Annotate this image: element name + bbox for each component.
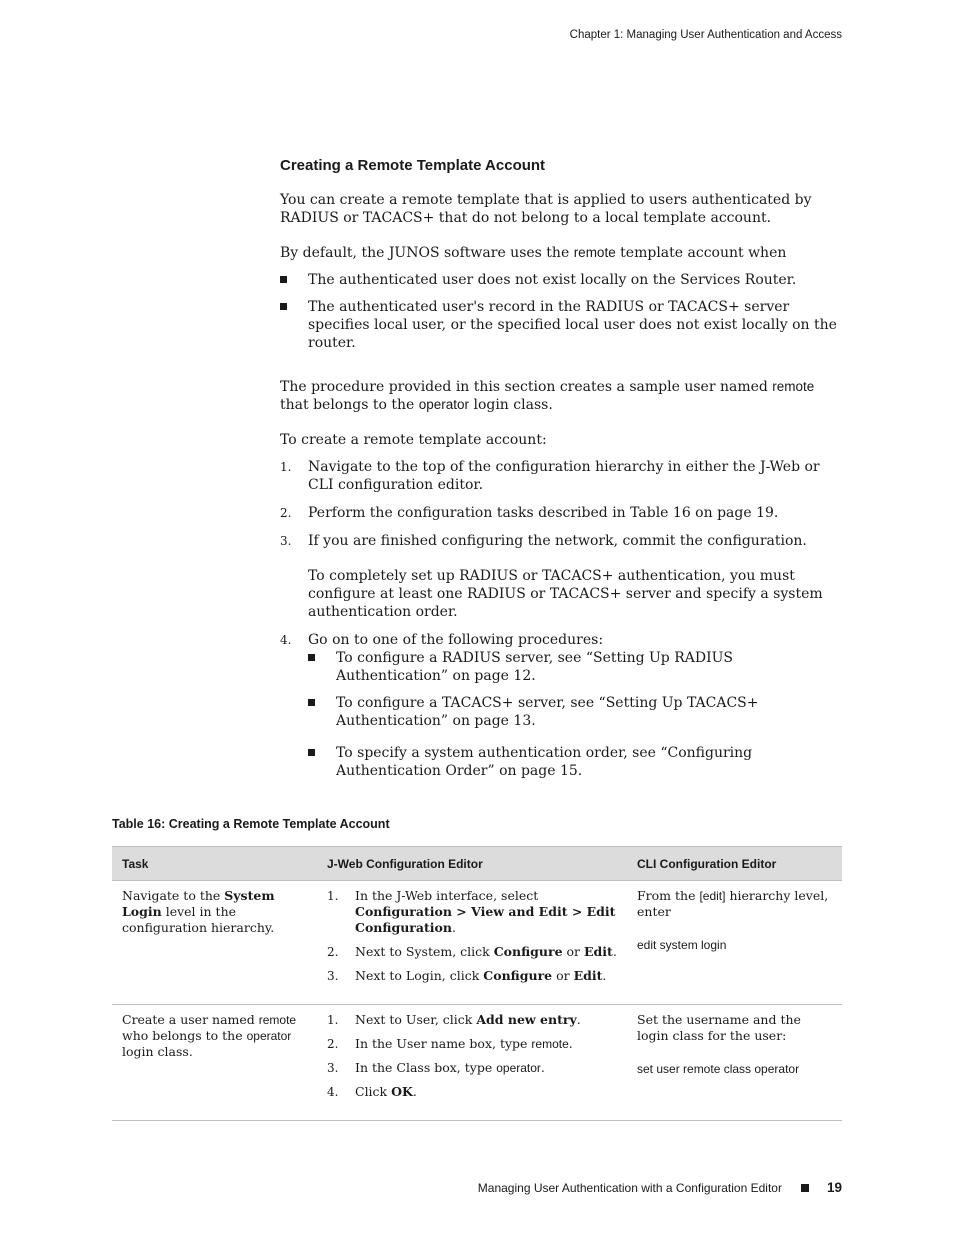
step-text-end: . xyxy=(602,968,607,983)
operator-keyword: operator xyxy=(496,1061,541,1075)
cli-text: From the xyxy=(637,888,700,903)
step-number: 3. xyxy=(327,1061,339,1075)
task-cell xyxy=(112,1005,317,1121)
table-step xyxy=(327,1060,617,1076)
task-text: level in the configuration hierarchy. xyxy=(122,904,275,935)
section-title: Creating a Remote Template Account xyxy=(280,157,546,174)
table-row xyxy=(112,881,842,1005)
step-item xyxy=(280,458,842,494)
cli-cell xyxy=(627,1005,842,1121)
step-text-plain: In the Class box, type xyxy=(355,1060,497,1075)
operator-keyword: operator xyxy=(418,397,470,412)
remote-keyword: remote xyxy=(573,245,616,260)
step-text xyxy=(355,1084,617,1100)
table-step xyxy=(327,1084,617,1100)
step-number: 2. xyxy=(327,945,339,959)
step-note: To completely set up RADIUS or TACACS+ authentication, you must configure at least one RADIUS or TACACS+ server and specify a system authentication order. xyxy=(308,568,823,620)
step-text-plain: Click xyxy=(355,1084,392,1099)
table-step xyxy=(327,968,617,984)
list-item-text: To configure a TACACS+ server, see “Setting Up TACACS+ Authentication” on page 13. xyxy=(336,695,759,729)
step-text xyxy=(355,944,617,960)
task-text: who belongs to the xyxy=(122,1028,247,1043)
step-item xyxy=(280,532,842,621)
step-number: 3. xyxy=(327,969,339,983)
procedure-links-list xyxy=(308,649,842,780)
step-number: 3. xyxy=(280,534,292,548)
remote-keyword: remote xyxy=(258,1013,297,1027)
header-task: Task xyxy=(112,847,317,881)
step-item xyxy=(280,504,842,522)
step-text xyxy=(355,1012,617,1028)
add-new-entry-label: Add new entry xyxy=(476,1012,577,1027)
main-content xyxy=(280,157,842,790)
step-number: 1. xyxy=(280,460,292,474)
step-text-end: . xyxy=(412,1084,417,1099)
page-number: 19 xyxy=(826,1180,842,1195)
configure-label: Configure xyxy=(483,968,553,983)
table-caption: Table 16: Creating a Remote Template Account xyxy=(112,817,390,831)
edit-keyword: [edit] xyxy=(699,889,726,903)
task-text: Navigate to the xyxy=(122,888,225,903)
step-text xyxy=(355,1036,617,1052)
square-separator-icon xyxy=(801,1184,809,1192)
remote-keyword: remote xyxy=(772,379,815,394)
step-number: 1. xyxy=(327,889,339,903)
menu-path: Configuration > View and Edit > Edit Configuration xyxy=(355,904,616,935)
step-text: If you are finished configuring the network, commit the configuration. xyxy=(308,533,807,549)
condition-list xyxy=(280,271,842,352)
ok-label: OK xyxy=(391,1084,413,1099)
list-item xyxy=(308,649,842,685)
header-cli: CLI Configuration Editor xyxy=(627,847,842,881)
step-text xyxy=(355,1060,617,1076)
task-bold: System Login xyxy=(122,888,275,919)
list-item-text: The authenticated user's record in the RADIUS or TACACS+ server specifies local user, or the specified local user does not exist locally on the router. xyxy=(308,299,837,351)
table-header-row xyxy=(112,847,842,881)
step-text-plain: In the J-Web interface, select xyxy=(355,888,539,903)
procedure-text-prefix: The procedure provided in this section creates a sample user named xyxy=(280,379,773,395)
square-bullet-icon xyxy=(308,699,315,706)
cli-instruction xyxy=(637,888,832,920)
task-cell xyxy=(112,881,317,1005)
table-row xyxy=(112,1005,842,1121)
cli-command: set user remote class operator xyxy=(637,1062,800,1076)
task-text: Create a user named xyxy=(122,1012,259,1027)
step-text-plain: In the User name box, type xyxy=(355,1036,532,1051)
list-item-text: To configure a RADIUS server, see “Setting Up RADIUS Authentication” on page 12. xyxy=(336,650,734,684)
cli-cell xyxy=(627,881,842,1005)
table-step xyxy=(327,1012,617,1028)
step-text-plain: Next to User, click xyxy=(355,1012,477,1027)
step-text-end: . xyxy=(576,1012,581,1027)
footer-title: Managing User Authentication with a Configuration Editor xyxy=(477,1180,782,1195)
config-table xyxy=(112,846,842,1121)
intro-paragraph: You can create a remote template that is applied to users authenticated by RADIUS or TACACS+ that do not belong to a local template account. xyxy=(280,192,812,226)
step-text-plain: Next to Login, click xyxy=(355,968,484,983)
default-text-prefix: By default, the JUNOS software uses the xyxy=(280,245,574,261)
step-text-end: . xyxy=(568,1036,573,1051)
step-number: 4. xyxy=(280,633,292,647)
operator-keyword: operator xyxy=(246,1029,292,1043)
list-item xyxy=(280,298,842,352)
step-text: Navigate to the top of the configuration hierarchy in either the J-Web or CLI configuration editor. xyxy=(308,459,820,493)
step-text-plain: Next to System, click xyxy=(355,944,494,959)
procedure-text-middle: that belongs to the xyxy=(280,397,419,413)
table-step xyxy=(327,944,617,960)
list-item-text: To specify a system authentication order, see “Configuring Authentication Order” on page 15. xyxy=(336,745,753,779)
table-step xyxy=(327,888,617,936)
jweb-cell xyxy=(317,881,627,1005)
cli-command: edit system login xyxy=(637,938,727,952)
square-bullet-icon xyxy=(308,749,315,756)
procedure-text-suffix: login class. xyxy=(469,397,553,413)
jweb-cell xyxy=(317,1005,627,1121)
step-text-end: . xyxy=(612,944,617,959)
step-number: 4. xyxy=(327,1085,339,1099)
step-text-end: . xyxy=(540,1060,545,1075)
square-bullet-icon xyxy=(308,654,315,661)
header-jweb: J-Web Configuration Editor xyxy=(317,847,627,881)
list-item xyxy=(308,744,842,780)
remote-keyword: remote xyxy=(531,1037,569,1051)
step-text-end: . xyxy=(451,920,456,935)
task-text: login class. xyxy=(122,1044,193,1059)
procedure-paragraph xyxy=(280,378,842,414)
table-step xyxy=(327,1036,617,1052)
square-bullet-icon xyxy=(280,276,287,283)
cli-text: hierarchy level, enter xyxy=(637,888,829,919)
steps-intro: To create a remote template account: xyxy=(280,432,547,448)
default-paragraph xyxy=(280,244,842,262)
page-footer xyxy=(478,1180,842,1195)
default-text-suffix: template account when xyxy=(615,245,787,261)
step-text-or: or xyxy=(552,968,574,983)
cli-instruction: Set the username and the login class for the user: xyxy=(637,1012,801,1043)
list-item xyxy=(280,271,842,289)
step-number: 2. xyxy=(327,1037,339,1051)
edit-label: Edit xyxy=(573,968,603,983)
step-text: Perform the configuration tasks described in Table 16 on page 19. xyxy=(308,505,779,521)
steps-list xyxy=(280,458,842,780)
running-head: Chapter 1: Managing User Authentication and Access xyxy=(569,29,842,41)
configure-label: Configure xyxy=(493,944,563,959)
step-number: 2. xyxy=(280,506,292,520)
list-item-text: The authenticated user does not exist locally on the Services Router. xyxy=(308,272,797,288)
step-text xyxy=(355,888,617,936)
step-text xyxy=(355,968,617,984)
step-text: Go on to one of the following procedures: xyxy=(308,632,604,648)
step-number: 1. xyxy=(327,1013,339,1027)
step-item xyxy=(280,631,842,780)
list-item xyxy=(308,694,842,730)
step-text-or: or xyxy=(562,944,585,959)
square-bullet-icon xyxy=(280,303,287,310)
edit-label: Edit xyxy=(584,944,613,959)
